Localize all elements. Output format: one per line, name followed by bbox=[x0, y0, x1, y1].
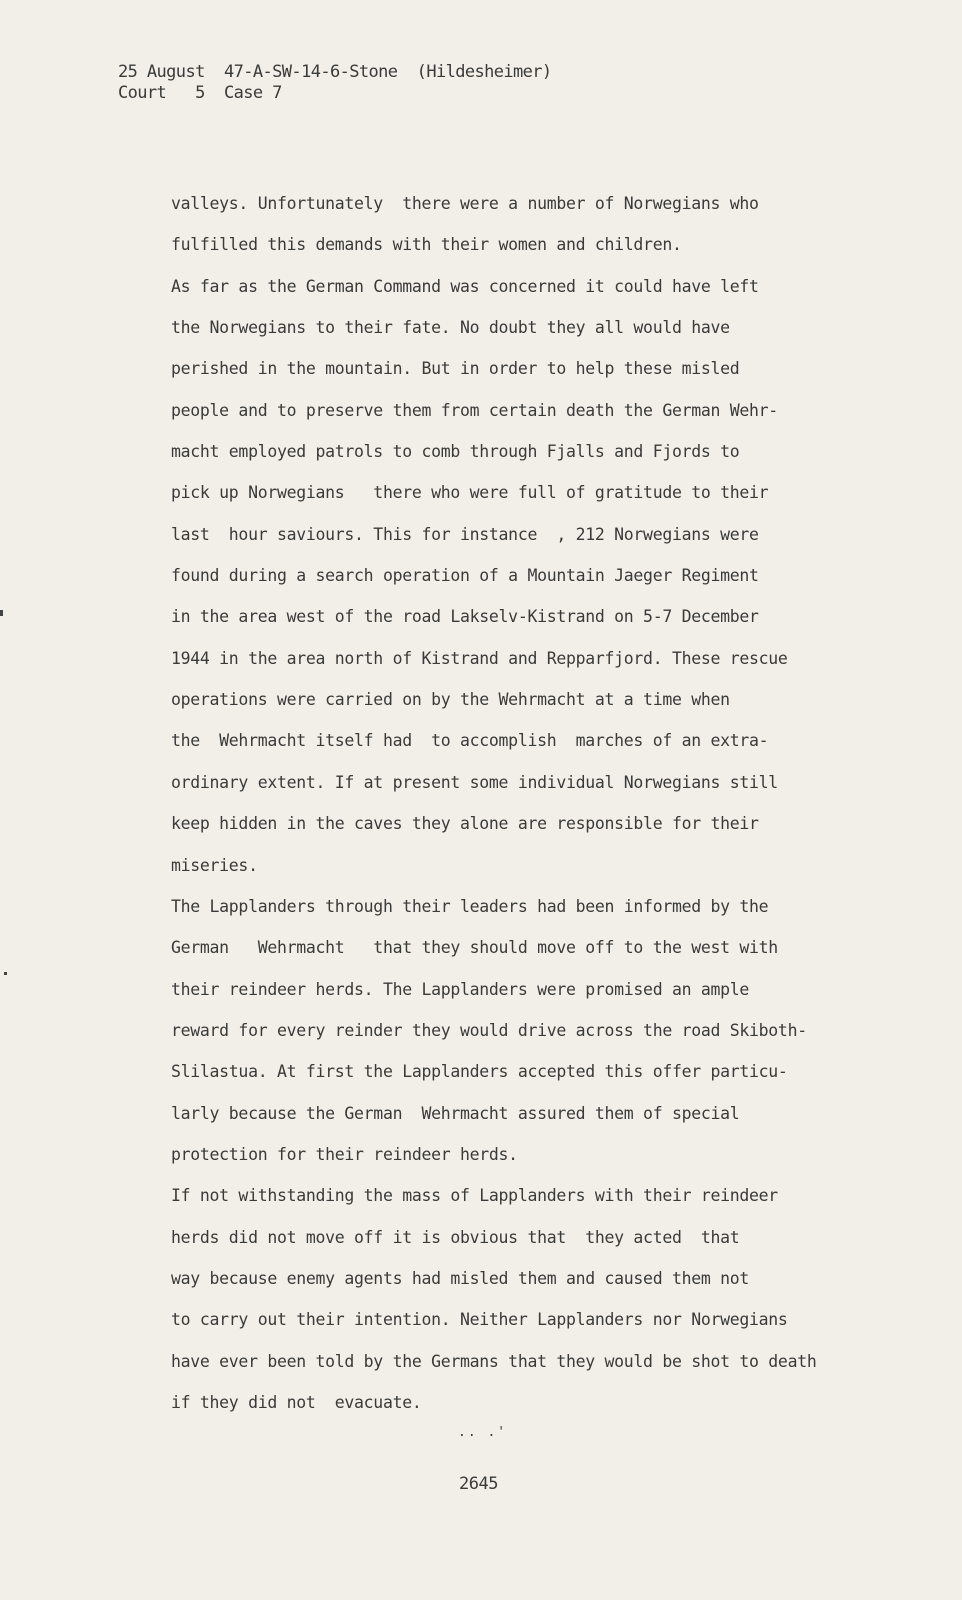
body-line: miseries. bbox=[171, 855, 258, 875]
body-line: way because enemy agents had misled them and caused them not bbox=[171, 1268, 750, 1288]
body-line: operations were carried on by the Wehrmacht at a time when bbox=[171, 690, 730, 710]
document-header bbox=[118, 62, 552, 104]
body-line: protection for their reindeer herds. bbox=[171, 1144, 518, 1164]
body-line: the Wehrmacht itself had to accomplish marches of an extra- bbox=[171, 731, 769, 751]
document-body bbox=[171, 183, 861, 1423]
body-line: Slilastua. At first the Lapplanders accepted this offer particu- bbox=[171, 1062, 788, 1082]
body-line: herds did not move off it is obvious that they acted that bbox=[171, 1227, 740, 1247]
body-line: people and to preserve them from certain death the German Wehr- bbox=[171, 400, 778, 420]
body-line: pick up Norwegians there who were full of gratitude to their bbox=[171, 483, 769, 503]
body-line: 1944 in the area north of Kistrand and Repparfjord. These rescue bbox=[171, 648, 788, 668]
body-line: German Wehrmacht that they should move off to the west with bbox=[171, 938, 778, 958]
body-line: As far as the German Command was concerned it could have left bbox=[171, 276, 759, 296]
body-line: macht employed patrols to comb through Fjalls and Fjords to bbox=[171, 442, 740, 462]
body-line: the Norwegians to their fate. No doubt they all would have bbox=[171, 318, 730, 338]
body-line: larly because the German Wehrmacht assured them of special bbox=[171, 1103, 740, 1123]
body-line: in the area west of the road Lakselv-Kistrand on 5-7 December bbox=[171, 607, 759, 627]
body-line: to carry out their intention. Neither Lapplanders nor Norwegians bbox=[171, 1310, 788, 1330]
body-line: fulfilled this demands with their women and children. bbox=[171, 235, 682, 255]
body-line: have ever been told by the Germans that they would be shot to death bbox=[171, 1351, 817, 1371]
body-line: ordinary extent. If at present some individual Norwegians still bbox=[171, 772, 778, 792]
body-line: If not withstanding the mass of Lapplanders with their reindeer bbox=[171, 1186, 778, 1206]
body-line: found during a search operation of a Mountain Jaeger Regiment bbox=[171, 566, 759, 586]
stray-mark: .. .' bbox=[458, 1425, 508, 1440]
body-line: perished in the mountain. But in order to help these misled bbox=[171, 359, 740, 379]
left-edge-mark bbox=[0, 610, 3, 616]
body-line: The Lapplanders through their leaders had been informed by the bbox=[171, 896, 769, 916]
left-edge-mark bbox=[4, 972, 7, 975]
body-line: their reindeer herds. The Lapplanders were promised an ample bbox=[171, 979, 750, 999]
page-number: 2645 bbox=[459, 1474, 498, 1494]
body-line: last hour saviours. This for instance , 212 Norwegians were bbox=[171, 524, 759, 544]
body-line: valleys. Unfortunately there were a number of Norwegians who bbox=[171, 194, 759, 213]
header-line-date-reference: 25 August 47-A-SW-14-6-Stone (Hildesheimer) bbox=[118, 62, 552, 82]
body-line: reward for every reinder they would drive across the road Skiboth- bbox=[171, 1020, 807, 1040]
body-line: keep hidden in the caves they alone are responsible for their bbox=[171, 814, 759, 834]
header-line-court-case: Court 5 Case 7 bbox=[118, 83, 282, 103]
body-line: if they did not evacuate. bbox=[171, 1392, 422, 1412]
